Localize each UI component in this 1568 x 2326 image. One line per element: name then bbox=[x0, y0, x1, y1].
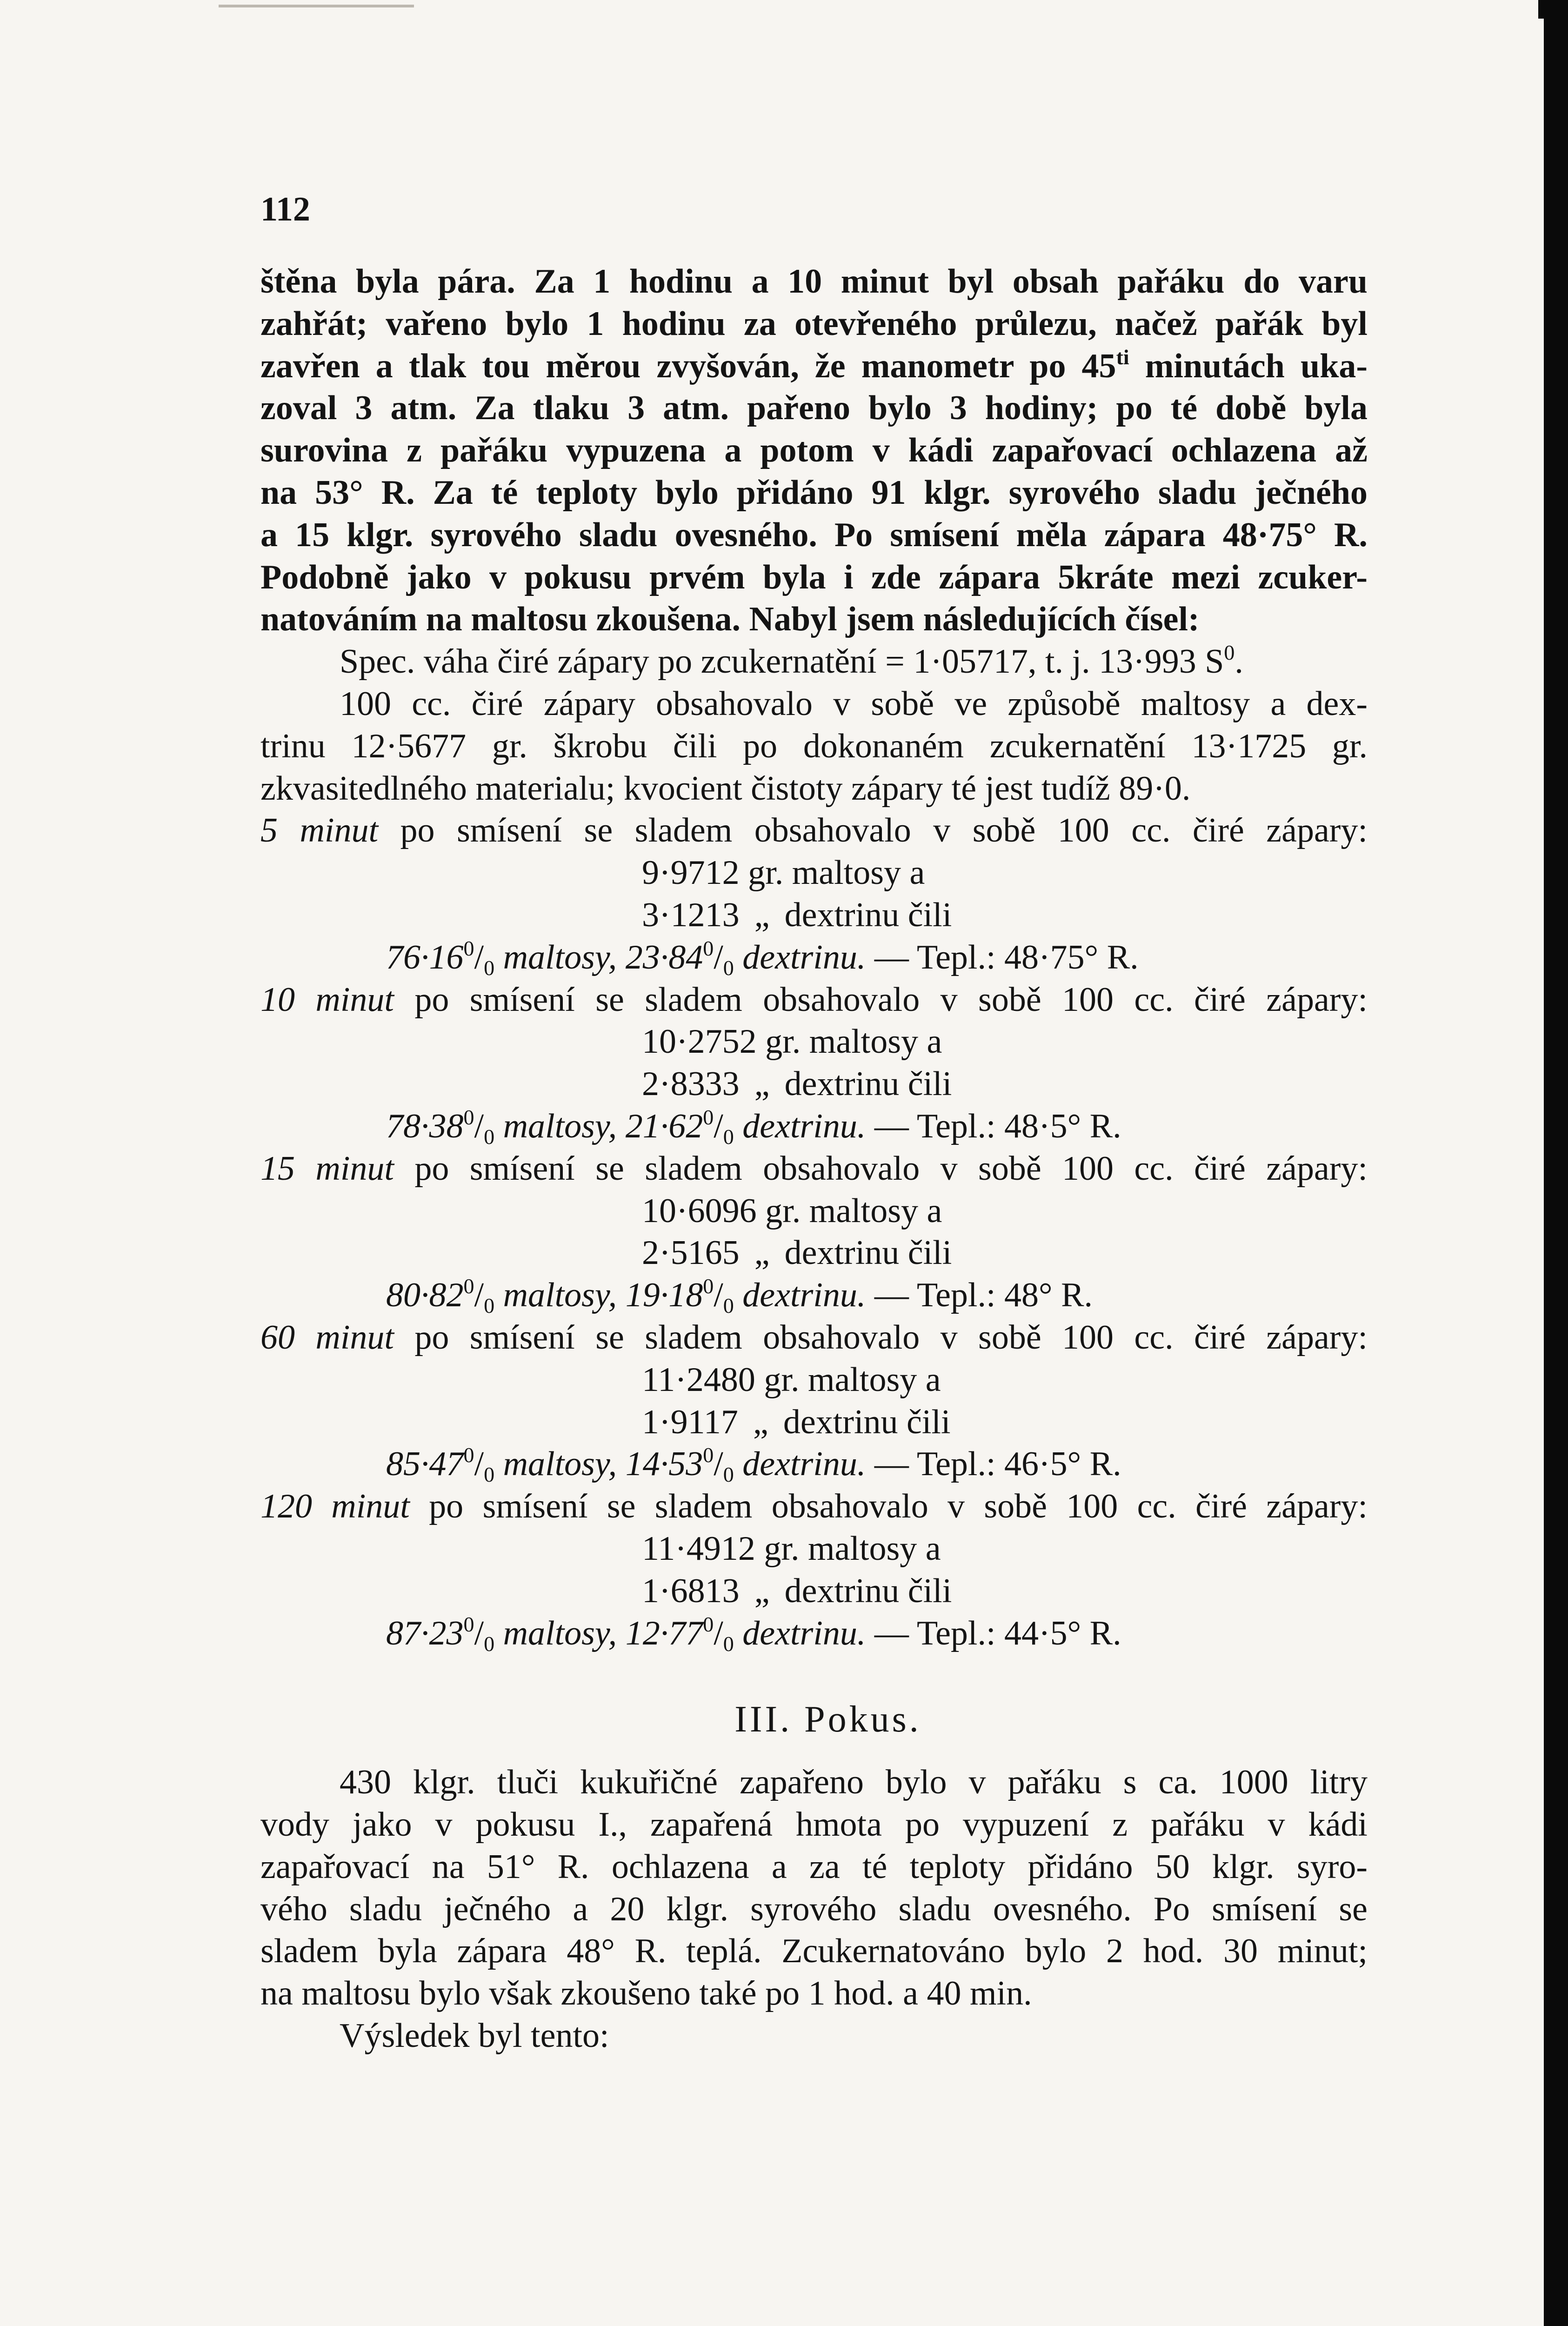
result-block bbox=[260, 1485, 1368, 1654]
percent-summary: $80\cdot 82^0/_0$ maltosy, $19\cdot 18^0/_0$ dextrinu. — Tepl.: 48° R. bbox=[386, 1274, 1093, 1318]
text-line: vého sladu ječného a 20 klgr. syrového sladu ovesného. Po smísení se bbox=[260, 1890, 1368, 1928]
scan-edge bbox=[1544, 0, 1568, 2326]
text-line: zoval 3 atm. Za tlaku 3 atm. pařeno bylo 3 hodiny; po té době byla bbox=[260, 389, 1368, 428]
dextrin-line: 2·8333 „ dextrinu čili bbox=[642, 1065, 952, 1103]
result-block bbox=[260, 979, 1368, 1148]
results-list bbox=[260, 809, 1368, 1654]
text-line: zkvasitedlného materialu; kvocient čistoty zápary té jest tudíž 89·0. bbox=[260, 769, 1191, 808]
dextrin-line: 1·6813 „ dextrinu čili bbox=[642, 1571, 952, 1610]
result-block bbox=[260, 1148, 1368, 1317]
result-header: 60 minut po smísení se sladem obsahovalo v sobě 100 cc. čiré zápary: bbox=[260, 1318, 1368, 1357]
text-line: zapařovací na 51° R. ochlazena a za té teploty přidáno 50 klgr. syro- bbox=[260, 1847, 1368, 1886]
page-number: 112 bbox=[260, 190, 310, 228]
result-header: 120 minut po smísení se sladem obsahovalo v sobě 100 cc. čiré zápary: bbox=[260, 1487, 1368, 1526]
text-line: vody jako v pokusu I., zapařená hmota po vypuzení z pařáku v kádi bbox=[260, 1805, 1368, 1844]
text-line: 430 klgr. tluči kukuřičné zapařeno bylo v pařáku s ca. 1000 litry bbox=[340, 1763, 1368, 1802]
dextrin-line: 1·9117 „ dextrinu čili bbox=[642, 1403, 951, 1441]
percent-summary: $76\cdot 16^0/_0$ maltosy, $23\cdot 84^0/_0$ dextrinu. — Tepl.: 48·75° R. bbox=[386, 936, 1139, 980]
result-header: 5 minut po smísení se sladem obsahovalo v sobě 100 cc. čiré zápary: bbox=[260, 811, 1368, 850]
result-block bbox=[260, 1317, 1368, 1485]
result-header: 15 minut po smísení se sladem obsahovalo v sobě 100 cc. čiré zápary: bbox=[260, 1149, 1368, 1188]
text-line: zavřen a tlak tou měrou zvyšován, že manometr po $45^{ti}$ minutách uka- bbox=[260, 345, 1368, 385]
text-line: Podobně jako v pokusu prvém byla i zde zápara 5kráte mezi zcuker- bbox=[260, 558, 1368, 596]
text-line: Výsledek byl tento: bbox=[340, 2017, 609, 2055]
time-label: 60 minut bbox=[260, 1318, 394, 1357]
maltose-line: 11·2480 gr. maltosy a bbox=[642, 1360, 941, 1399]
page bbox=[260, 186, 1368, 2057]
percent-summary: $78\cdot 38^0/_0$ maltosy, $21\cdot 62^0/_0$ dextrinu. — Tepl.: 48·5° R. bbox=[386, 1105, 1121, 1149]
time-label: 120 minut bbox=[260, 1487, 410, 1526]
text-line: surovina z pařáku vypuzena a potom v kádi zapařovací ochlazena až bbox=[260, 431, 1368, 470]
maltose-line: 10·2752 gr. maltosy a bbox=[642, 1023, 942, 1061]
text-line: Spec. váha čiré zápary po zcukernatění = 1·05717, t. j. 13·993 $S^0$. bbox=[340, 641, 1243, 681]
text-line: trinu 12·5677 gr. škrobu čili po dokonaném zcukernatění 13·1725 gr. bbox=[260, 727, 1368, 765]
paragraph-pokus-3 bbox=[260, 1761, 1368, 2057]
text-line: štěna byla pára. Za 1 hodinu a 10 minut byl obsah pařáku do varu bbox=[260, 262, 1368, 301]
text-line: a 15 klgr. syrového sladu ovesného. Po smísení měla zápara 48·75° R. bbox=[260, 515, 1368, 554]
result-block bbox=[260, 809, 1368, 978]
dextrin-line: 3·1213 „ dextrinu čili bbox=[642, 896, 952, 934]
result-header: 10 minut po smísení se sladem obsahovalo v sobě 100 cc. čiré zápary: bbox=[260, 980, 1368, 1019]
text-line: na maltosu bylo však zkoušeno také po 1 hod. a 40 min. bbox=[260, 1974, 1032, 2013]
maltose-line: 10·6096 gr. maltosy a bbox=[642, 1191, 942, 1230]
maltose-line: 9·9712 gr. maltosy a bbox=[642, 854, 925, 892]
scan-top-mark bbox=[219, 5, 414, 7]
paragraph-intro bbox=[260, 261, 1368, 641]
maltose-line: 11·4912 gr. maltosy a bbox=[642, 1529, 941, 1568]
time-label: 5 minut bbox=[260, 811, 379, 850]
section-heading: III. Pokus. bbox=[734, 1699, 921, 1740]
text-line: natováním na maltosu zkoušena. Nabyl jsem následujících čísel: bbox=[260, 600, 1200, 639]
spec-paragraph bbox=[260, 641, 1368, 809]
text-line: 100 cc. čiré zápary obsahovalo v sobě ve způsobě maltosy a dex- bbox=[340, 684, 1368, 723]
time-label: 10 minut bbox=[260, 980, 394, 1019]
percent-summary: $87\cdot 23^0/_0$ maltosy, $12\cdot 77^0/_0$ dextrinu. — Tepl.: 44·5° R. bbox=[386, 1612, 1121, 1656]
dextrin-line: 2·5165 „ dextrinu čili bbox=[642, 1234, 952, 1272]
percent-summary: $85\cdot 47^0/_0$ maltosy, $14\cdot 53^0/_0$ dextrinu. — Tepl.: 46·5° R. bbox=[386, 1443, 1121, 1487]
time-label: 15 minut bbox=[260, 1149, 394, 1188]
text-line: zahřát; vařeno bylo 1 hodinu za otevřeného průlezu, načež pařák byl bbox=[260, 304, 1368, 343]
text-line: sladem byla zápara 48° R. teplá. Zcukernatováno bylo 2 hod. 30 minut; bbox=[260, 1932, 1368, 1971]
text-line: na 53° R. Za té teploty bylo přidáno 91 klgr. syrového sladu ječného bbox=[260, 473, 1368, 512]
